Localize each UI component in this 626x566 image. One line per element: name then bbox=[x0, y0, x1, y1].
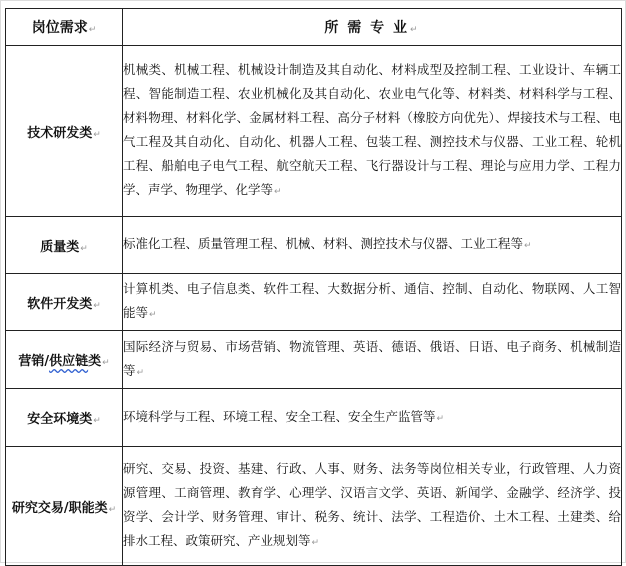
header-role: 岗位需求 bbox=[31, 20, 88, 36]
majors-text: 机械类、机械工程、机械设计制造及其自动化、材料成型及控制工程、工业设计、车辆工程、智能制造工程、农业机械化及其自动化、农业电气化等、材料类、材料科学与工程、材料物理、材料化学、金属材料工程、高分子材料（橡胶方向优先）、焊接技术与工程、电气工程及其自动化、自动化、机器人工程、包装工程、测控技术与仪器、工业工程、轮机工程、船舶电子电气工程、航空航天工程、飞行器设计与工程、理论与应用力学、工程力学、声学、物理学、化学等 bbox=[123, 62, 621, 197]
paragraph-mark-icon: ↵ bbox=[136, 367, 145, 378]
role-label: 技术研发类 bbox=[27, 125, 93, 141]
paragraph-mark-icon: ↵ bbox=[410, 25, 420, 35]
majors-cell bbox=[123, 331, 622, 389]
paragraph-mark-icon: ↵ bbox=[524, 241, 532, 251]
role-label-prefix: 营销/ bbox=[18, 354, 50, 369]
majors-cell bbox=[123, 46, 622, 217]
table-row bbox=[6, 46, 622, 217]
table-row bbox=[6, 389, 622, 447]
role-cell bbox=[6, 274, 123, 331]
header-role-cell bbox=[6, 9, 123, 46]
majors-text: 标准化工程、质量管理工程、机械、材料、测控技术与仪器、工业工程等 bbox=[123, 236, 524, 251]
role-cell bbox=[6, 217, 123, 274]
paragraph-mark-icon: ↵ bbox=[80, 243, 88, 254]
major-requirements-table bbox=[5, 8, 622, 566]
majors-cell bbox=[123, 447, 622, 566]
table-row bbox=[6, 217, 622, 274]
role-label: 安全环境类 bbox=[27, 412, 93, 427]
paragraph-mark-icon: ↵ bbox=[93, 129, 101, 140]
role-label: 研究交易/职能类 bbox=[11, 500, 108, 516]
paragraph-mark-icon: ↵ bbox=[436, 413, 445, 424]
role-cell bbox=[6, 447, 123, 566]
table-row bbox=[6, 331, 622, 389]
role-cell bbox=[6, 331, 123, 389]
role-label-spellcheck: 供应链 bbox=[49, 354, 89, 369]
paragraph-mark-icon: ↵ bbox=[102, 358, 110, 368]
role-label-suffix: 类 bbox=[88, 354, 102, 369]
majors-text: 国际经济与贸易、市场营销、物流管理、英语、德语、俄语、日语、电子商务、机械制造等 bbox=[123, 338, 621, 378]
majors-cell bbox=[123, 217, 622, 274]
majors-text: 研究、交易、投资、基建、行政、人事、财务、法务等岗位相关专业，行政管理、人力资源管理、工商管理、教育学、心理学、汉语言文学、英语、新闻学、金融学、经济学、投资学、会计学、财务管理、审计、税务、统计、法学、工程造价、土木工程、土建类、给排水工程、政策研究、产业规划等 bbox=[123, 461, 621, 548]
paragraph-mark-icon: ↵ bbox=[149, 310, 157, 320]
header-majors: 所 需 专 业 bbox=[324, 20, 410, 36]
role-cell bbox=[6, 46, 123, 217]
paragraph-mark-icon: ↵ bbox=[274, 187, 282, 197]
paragraph-mark-icon: ↵ bbox=[93, 300, 101, 311]
majors-text: 环境科学与工程、环境工程、安全工程、安全生产监管等 bbox=[123, 408, 436, 424]
majors-cell bbox=[123, 274, 622, 331]
paragraph-mark-icon: ↵ bbox=[88, 25, 97, 35]
header-majors-cell bbox=[123, 9, 622, 46]
role-label: 软件开发类 bbox=[27, 296, 93, 312]
role-label: 质量类 bbox=[40, 239, 80, 255]
paragraph-mark-icon: ↵ bbox=[108, 504, 117, 515]
table-row bbox=[6, 274, 622, 331]
paragraph-mark-icon: ↵ bbox=[311, 538, 320, 548]
table-row bbox=[6, 447, 622, 566]
role-cell bbox=[6, 389, 123, 447]
header-row bbox=[6, 9, 622, 46]
majors-text: 计算机类、电子信息类、软件工程、大数据分析、通信、控制、自动化、物联网、人工智能等 bbox=[123, 281, 621, 320]
paragraph-mark-icon: ↵ bbox=[93, 416, 101, 426]
majors-cell bbox=[123, 389, 622, 447]
